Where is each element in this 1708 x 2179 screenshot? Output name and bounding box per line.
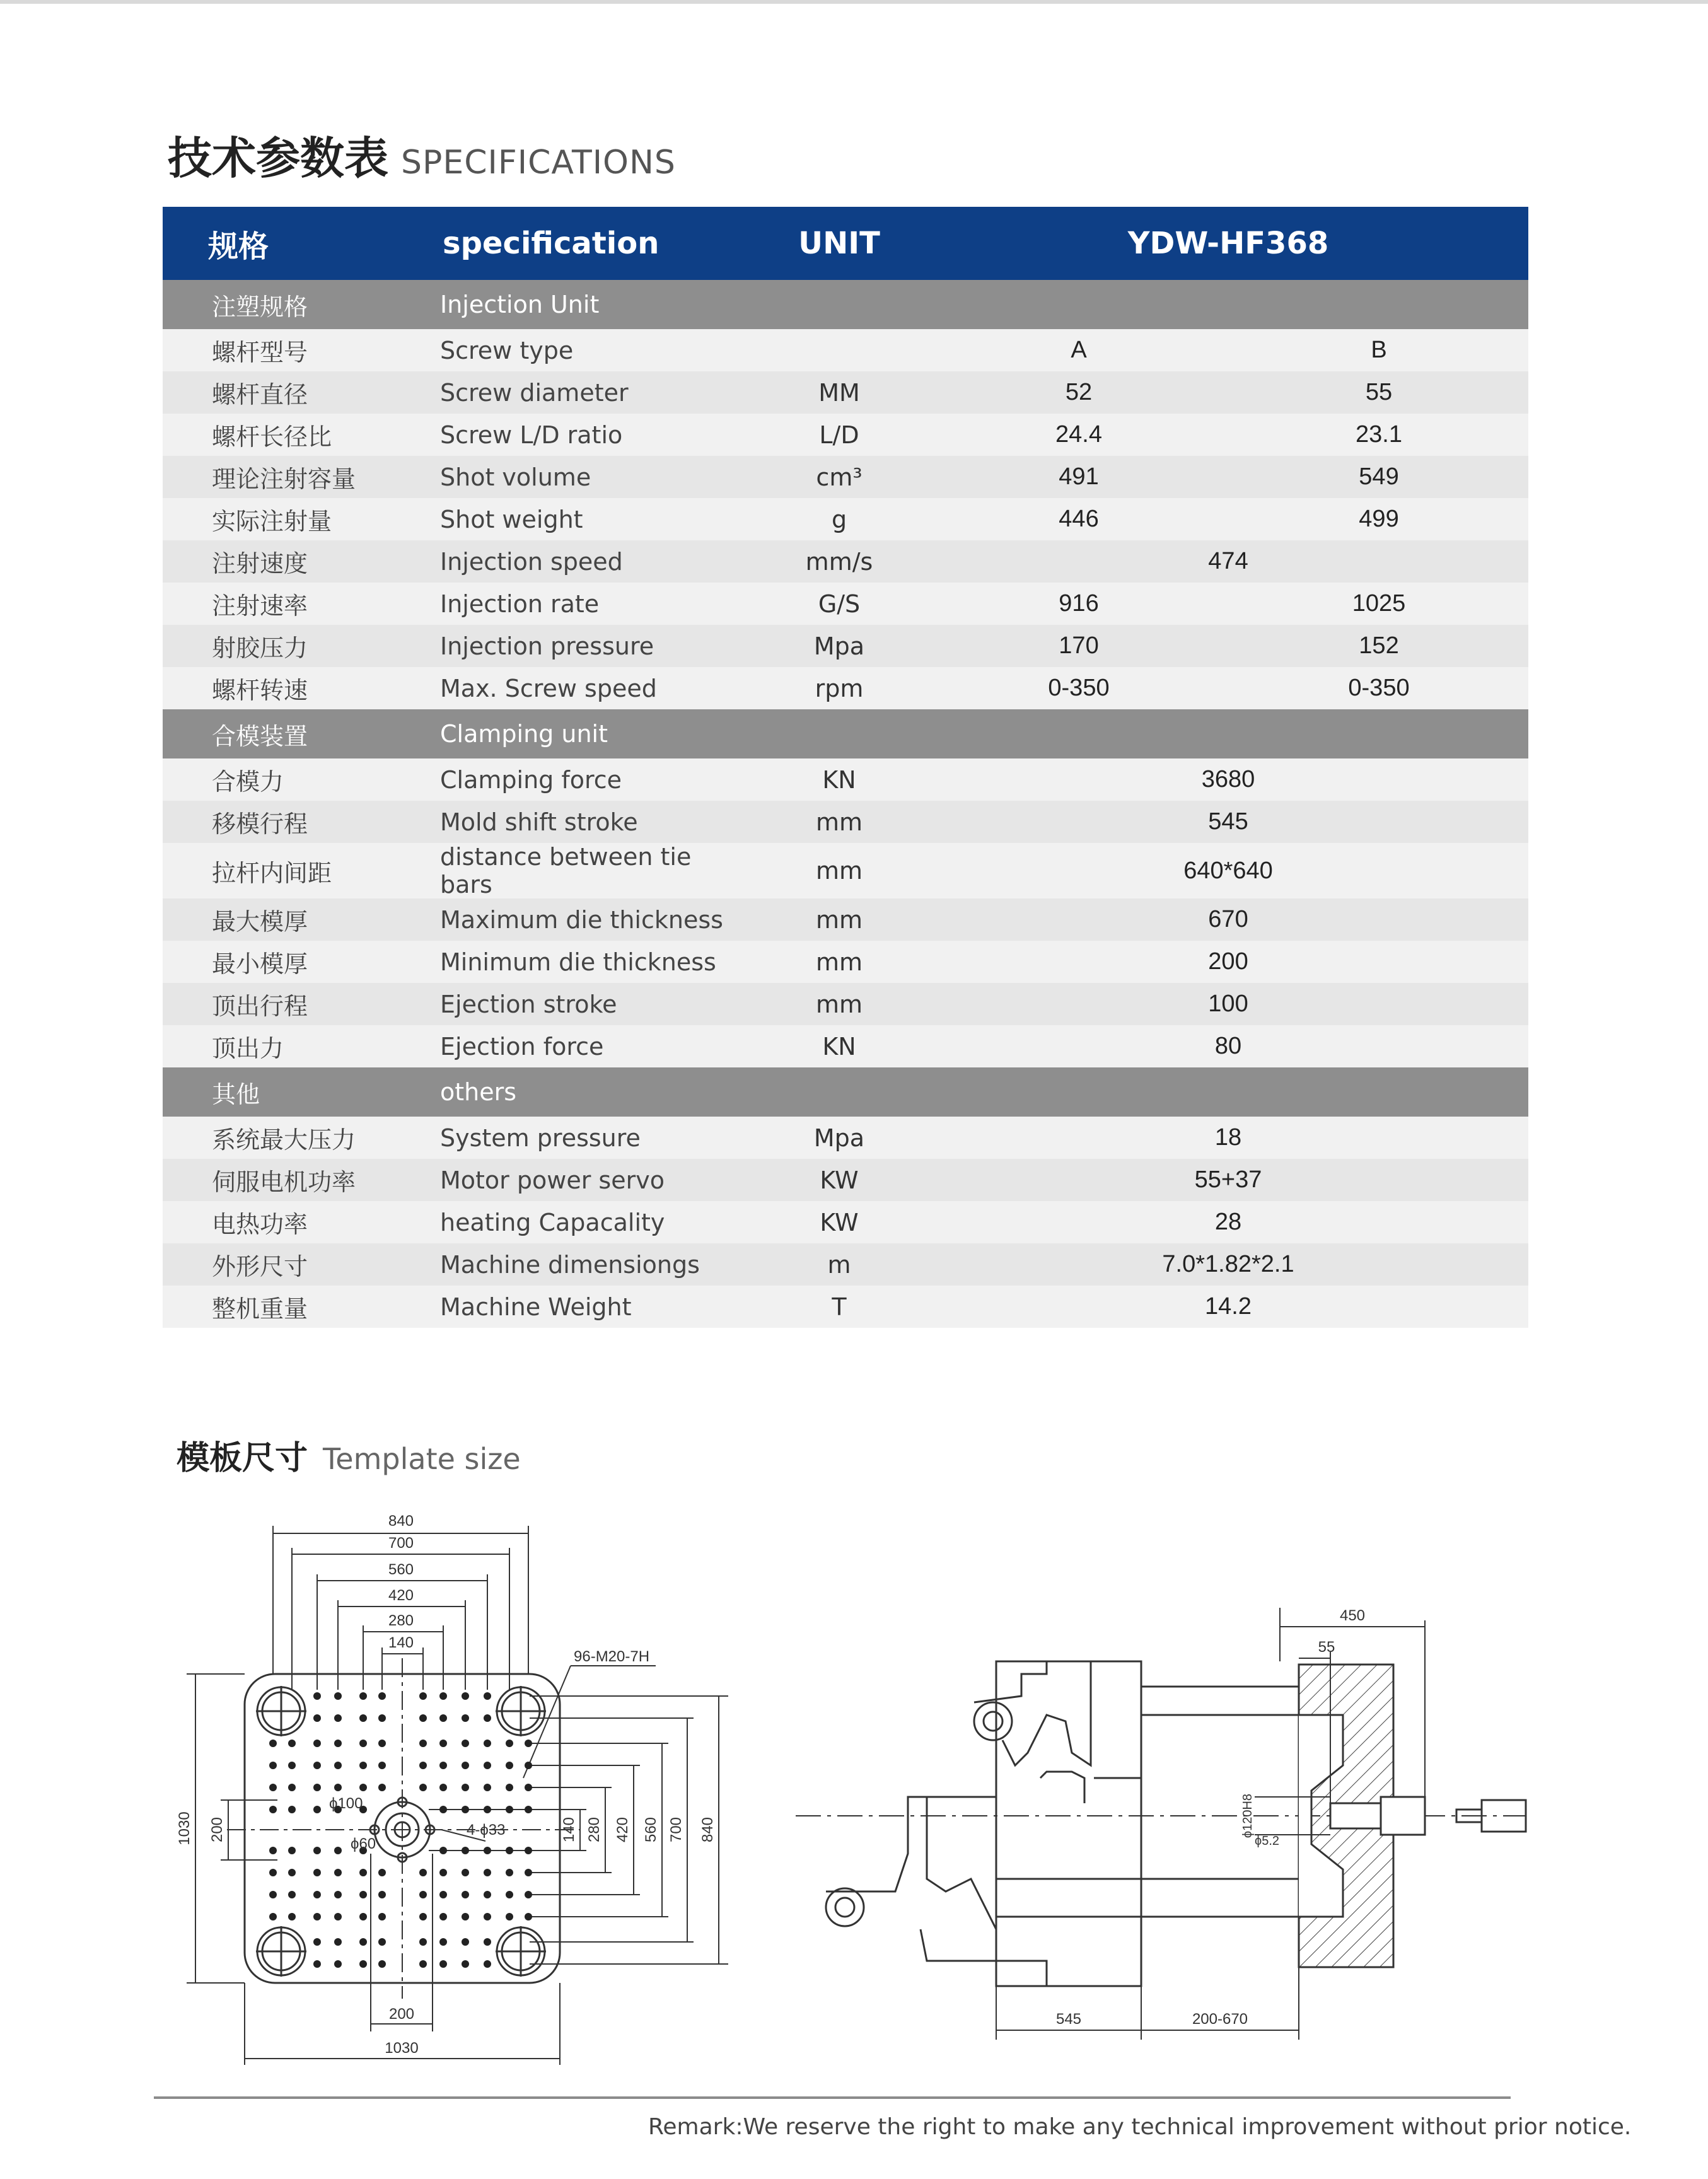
bolt-hole xyxy=(525,1913,532,1920)
holes-4-label: 4-ϕ33 xyxy=(467,1822,506,1839)
bolt-hole xyxy=(419,1740,427,1747)
spec-title xyxy=(168,123,676,187)
bolt-hole xyxy=(313,1891,321,1898)
param-name-zh: 螺杆长径比 xyxy=(163,414,397,456)
param-value-a: 491 xyxy=(928,456,1229,498)
param-unit: Mpa xyxy=(750,1117,928,1159)
table-row xyxy=(163,1243,1528,1286)
machine-side-view xyxy=(796,1608,1526,2040)
param-value-b: 1025 xyxy=(1229,583,1528,625)
param-name-zh: 射胶压力 xyxy=(163,625,397,667)
bolt-hole xyxy=(439,1938,447,1946)
param-value-b: 549 xyxy=(1229,456,1528,498)
header-unit: UNIT xyxy=(750,207,928,280)
bolt-hole xyxy=(269,1913,277,1920)
bolt-hole xyxy=(313,1714,321,1722)
header-en: specification xyxy=(397,207,750,280)
hole-d100-label: ϕ100 xyxy=(329,1795,363,1812)
bolt-hole xyxy=(439,1692,447,1700)
dim-200-bottom: 200 xyxy=(388,2006,415,2023)
param-name-en: Mold shift stroke xyxy=(397,801,750,843)
table-header-row xyxy=(163,207,1528,280)
bolt-hole xyxy=(359,1714,367,1722)
bolt-hole xyxy=(484,1692,491,1700)
bolt-hole xyxy=(334,1692,342,1700)
section-label-en: others xyxy=(397,1067,750,1117)
bolt-hole xyxy=(378,1869,386,1876)
dim-280-top: 280 xyxy=(388,1612,414,1629)
bolt-hole xyxy=(334,1847,342,1854)
bolt-hole xyxy=(484,1847,491,1854)
table-row xyxy=(163,1286,1528,1328)
param-value-a: 0-350 xyxy=(928,667,1229,709)
param-name-en: distance between tie bars xyxy=(397,843,750,898)
bolt-hole xyxy=(439,1806,447,1813)
section-row xyxy=(163,709,1528,758)
param-name-en: Injection pressure xyxy=(397,625,750,667)
table-row xyxy=(163,1117,1528,1159)
section-label-en: Clamping unit xyxy=(397,709,750,758)
table-row xyxy=(163,456,1528,498)
table-row xyxy=(163,625,1528,667)
bottom-rule xyxy=(154,2096,1511,2099)
bolt-hole xyxy=(378,1762,386,1769)
table-row xyxy=(163,843,1528,898)
table-row xyxy=(163,1025,1528,1067)
bolt-hole xyxy=(288,1869,296,1876)
bolt-hole xyxy=(378,1913,386,1920)
bolt-hole xyxy=(439,1891,447,1898)
bolt-hole xyxy=(462,1869,469,1876)
param-unit: mm xyxy=(750,843,928,898)
bolt-hole xyxy=(269,1869,277,1876)
bolt-hole xyxy=(313,1740,321,1747)
bolt-hole xyxy=(439,1847,447,1854)
table-row xyxy=(163,329,1528,371)
param-value: 100 xyxy=(928,983,1528,1025)
param-unit: T xyxy=(750,1286,928,1328)
table-row xyxy=(163,1159,1528,1201)
param-value-b: 55 xyxy=(1229,371,1528,414)
bolt-hole xyxy=(462,1784,469,1791)
remark-text: Remark:We reserve the right to make any technical improvement without prior notice. xyxy=(648,2114,1632,2140)
bolt-hole xyxy=(419,1692,427,1700)
param-name-zh: 最大模厚 xyxy=(163,898,397,941)
param-unit: KN xyxy=(750,758,928,801)
table-row xyxy=(163,498,1528,540)
bolt-hole xyxy=(484,1938,491,1946)
bolt-hole xyxy=(359,1869,367,1876)
dim-700-top: 700 xyxy=(388,1535,414,1552)
bolt-hole xyxy=(313,1806,321,1813)
dim-560-right: 560 xyxy=(642,1816,659,1843)
param-name-en: Shot weight xyxy=(397,498,750,540)
bolt-hole xyxy=(525,1784,532,1791)
bolt-hole xyxy=(462,1960,469,1968)
hole-d60-label: ϕ60 xyxy=(351,1835,376,1852)
bolt-hole xyxy=(313,1913,321,1920)
param-name-en: Screw L/D ratio xyxy=(397,414,750,456)
bolt-hole xyxy=(525,1847,532,1854)
param-name-en: Ejection force xyxy=(397,1025,750,1067)
param-name-zh: 理论注射容量 xyxy=(163,456,397,498)
dim-545: 545 xyxy=(1055,2011,1082,2028)
bolt-hole xyxy=(419,1714,427,1722)
param-name-zh: 拉杆内间距 xyxy=(163,843,397,898)
bolt-hole xyxy=(419,1784,427,1791)
param-unit: L/D xyxy=(750,414,928,456)
bolt-hole xyxy=(525,1762,532,1769)
bolt-hole xyxy=(439,1960,447,1968)
bolt-hole xyxy=(359,1938,367,1946)
bolt-hole xyxy=(334,1938,342,1946)
dim-420-top: 420 xyxy=(388,1587,414,1604)
param-name-en: Injection speed xyxy=(397,540,750,583)
spec-title-en: SPECIFICATIONS xyxy=(401,144,676,182)
dim-200-670: 200-670 xyxy=(1192,2011,1248,2028)
bolt-hole xyxy=(506,1806,513,1813)
bolt-hole xyxy=(484,1869,491,1876)
bolt-hole xyxy=(439,1869,447,1876)
bolt-hole xyxy=(378,1740,386,1747)
spec-table xyxy=(163,207,1528,1328)
section-fill xyxy=(750,709,1528,758)
param-name-zh: 整机重量 xyxy=(163,1286,397,1328)
thread-label: 96-M20-7H xyxy=(574,1648,650,1665)
param-value-a: 446 xyxy=(928,498,1229,540)
section-label-en: Injection Unit xyxy=(397,280,750,329)
bolt-hole xyxy=(484,1740,491,1747)
param-name-zh: 系统最大压力 xyxy=(163,1117,397,1159)
param-unit: mm xyxy=(750,983,928,1025)
bolt-hole xyxy=(462,1714,469,1722)
dim-55: 55 xyxy=(1318,1639,1335,1656)
param-value: 7.0*1.82*2.1 xyxy=(928,1243,1528,1286)
param-unit: KW xyxy=(750,1201,928,1243)
template-drawing xyxy=(0,1501,1708,2068)
bolt-hole xyxy=(269,1762,277,1769)
param-name-zh: 电热功率 xyxy=(163,1201,397,1243)
bolt-hole xyxy=(269,1784,277,1791)
param-unit: mm xyxy=(750,801,928,843)
bolt-hole xyxy=(359,1762,367,1769)
param-unit: cm³ xyxy=(750,456,928,498)
bolt-hole xyxy=(288,1847,296,1854)
bolt-hole xyxy=(462,1692,469,1700)
param-value: 670 xyxy=(928,898,1528,941)
param-name-en: Machine Weight xyxy=(397,1286,750,1328)
param-unit: rpm xyxy=(750,667,928,709)
bolt-hole xyxy=(313,1762,321,1769)
section-row xyxy=(163,280,1528,329)
template-title-zh: 模板尺寸 xyxy=(177,1439,308,1477)
bolt-hole xyxy=(419,1913,427,1920)
param-value-a: 24.4 xyxy=(928,414,1229,456)
param-value-b: B xyxy=(1229,329,1528,371)
param-name-zh: 螺杆型号 xyxy=(163,329,397,371)
param-value-b: 23.1 xyxy=(1229,414,1528,456)
header-zh: 规格 xyxy=(163,207,397,280)
bolt-hole xyxy=(419,1938,427,1946)
dim-280-right: 280 xyxy=(586,1816,603,1843)
param-unit: m xyxy=(750,1243,928,1286)
bolt-hole xyxy=(506,1847,513,1854)
param-name-zh: 移模行程 xyxy=(163,801,397,843)
bolt-hole xyxy=(462,1938,469,1946)
bolt-hole xyxy=(313,1960,321,1968)
bolt-hole xyxy=(506,1913,513,1920)
table-row xyxy=(163,801,1528,843)
bolt-hole xyxy=(313,1692,321,1700)
bolt-hole xyxy=(334,1891,342,1898)
bolt-hole xyxy=(334,1869,342,1876)
bolt-hole xyxy=(462,1740,469,1747)
bolt-hole xyxy=(359,1891,367,1898)
bolt-hole xyxy=(439,1740,447,1747)
thread-leader xyxy=(523,1666,571,1778)
bolt-hole xyxy=(484,1784,491,1791)
bolt-hole xyxy=(484,1960,491,1968)
bolt-hole xyxy=(506,1784,513,1791)
bolt-hole xyxy=(484,1806,491,1813)
bolt-hole xyxy=(439,1762,447,1769)
param-value-a: 916 xyxy=(928,583,1229,625)
header-model: YDW-HF368 xyxy=(928,207,1528,280)
param-value: 14.2 xyxy=(928,1286,1528,1328)
param-name-en: heating Capacality xyxy=(397,1201,750,1243)
bolt-hole xyxy=(334,1762,342,1769)
param-value: 28 xyxy=(928,1201,1528,1243)
param-value: 640*640 xyxy=(928,843,1528,898)
bolt-hole xyxy=(419,1891,427,1898)
bolt-hole xyxy=(334,1960,342,1968)
dim-140-top: 140 xyxy=(388,1634,414,1651)
param-unit: KW xyxy=(750,1159,928,1201)
param-name-zh: 顶出行程 xyxy=(163,983,397,1025)
table-row xyxy=(163,667,1528,709)
table-row xyxy=(163,414,1528,456)
dim-140-right: 140 xyxy=(561,1816,578,1843)
bolt-hole xyxy=(419,1869,427,1876)
param-unit xyxy=(750,329,928,371)
bolt-hole xyxy=(462,1913,469,1920)
template-title-en: Template size xyxy=(323,1442,521,1476)
param-unit: mm xyxy=(750,941,928,983)
dim-840-top: 840 xyxy=(388,1513,414,1530)
bolt-hole xyxy=(462,1891,469,1898)
param-name-zh: 合模力 xyxy=(163,758,397,801)
param-name-en: Clamping force xyxy=(397,758,750,801)
dim-nozzle-d: ϕ120H8 xyxy=(1241,1793,1255,1839)
bolt-hole xyxy=(378,1692,386,1700)
table-row xyxy=(163,898,1528,941)
bolt-hole xyxy=(484,1913,491,1920)
bolt-hole xyxy=(288,1891,296,1898)
top-rule xyxy=(0,0,1708,4)
bolt-hole xyxy=(288,1913,296,1920)
spec-table-body xyxy=(163,280,1528,1328)
param-value-b: 499 xyxy=(1229,498,1528,540)
dim-840-right: 840 xyxy=(699,1816,716,1843)
param-name-zh: 顶出力 xyxy=(163,1025,397,1067)
bolt-hole xyxy=(378,1784,386,1791)
bolt-hole xyxy=(269,1891,277,1898)
dim-200-left: 200 xyxy=(209,1816,226,1843)
bolt-hole xyxy=(439,1913,447,1920)
bolt-hole xyxy=(484,1891,491,1898)
dim-420-right: 420 xyxy=(614,1816,631,1843)
param-name-zh: 注射速率 xyxy=(163,583,397,625)
bolt-hole xyxy=(334,1714,342,1722)
param-name-zh: 外形尺寸 xyxy=(163,1243,397,1286)
section-label-zh: 其他 xyxy=(163,1067,397,1117)
bolt-hole xyxy=(359,1740,367,1747)
bolt-hole xyxy=(359,1692,367,1700)
param-value: 200 xyxy=(928,941,1528,983)
param-name-en: Shot volume xyxy=(397,456,750,498)
param-name-zh: 最小模厚 xyxy=(163,941,397,983)
bolt-hole xyxy=(378,1960,386,1968)
bolt-hole xyxy=(269,1740,277,1747)
param-unit: mm/s xyxy=(750,540,928,583)
dim-700-right: 700 xyxy=(668,1816,685,1843)
bolt-hole xyxy=(313,1869,321,1876)
bolt-hole xyxy=(462,1762,469,1769)
table-row xyxy=(163,1201,1528,1243)
param-name-en: Maximum die thickness xyxy=(397,898,750,941)
param-value: 474 xyxy=(928,540,1528,583)
param-value: 55+37 xyxy=(928,1159,1528,1201)
bolt-hole xyxy=(378,1938,386,1946)
bolt-hole xyxy=(334,1740,342,1747)
bolt-hole xyxy=(439,1784,447,1791)
bolt-hole xyxy=(525,1740,532,1747)
bolt-hole xyxy=(269,1847,277,1854)
dim-nozzle-small: ϕ5.2 xyxy=(1255,1834,1280,1848)
param-name-en: Ejection stroke xyxy=(397,983,750,1025)
bolt-hole xyxy=(269,1806,277,1813)
table-row xyxy=(163,540,1528,583)
param-value-a: A xyxy=(928,329,1229,371)
spec-title-zh: 技术参数表 xyxy=(168,132,388,184)
param-unit: g xyxy=(750,498,928,540)
section-label-zh: 注塑规格 xyxy=(163,280,397,329)
bolt-hole xyxy=(525,1869,532,1876)
param-value: 3680 xyxy=(928,758,1528,801)
table-row xyxy=(163,983,1528,1025)
param-value-b: 0-350 xyxy=(1229,667,1528,709)
bolt-hole xyxy=(288,1806,296,1813)
section-fill xyxy=(750,1067,1528,1117)
bolt-hole xyxy=(506,1740,513,1747)
bolt-hole xyxy=(288,1784,296,1791)
param-value-b: 152 xyxy=(1229,625,1528,667)
param-value-a: 52 xyxy=(928,371,1229,414)
table-row xyxy=(163,941,1528,983)
param-name-en: Motor power servo xyxy=(397,1159,750,1201)
bolt-hole xyxy=(484,1714,491,1722)
param-value-a: 170 xyxy=(928,625,1229,667)
param-unit: Mpa xyxy=(750,625,928,667)
param-unit: G/S xyxy=(750,583,928,625)
param-name-en: Max. Screw speed xyxy=(397,667,750,709)
bolt-hole xyxy=(359,1913,367,1920)
param-name-zh: 螺杆转速 xyxy=(163,667,397,709)
bolt-hole xyxy=(334,1913,342,1920)
bolt-hole xyxy=(462,1806,469,1813)
bolt-hole xyxy=(506,1891,513,1898)
bolt-hole xyxy=(359,1784,367,1791)
param-name-en: Machine dimensiongs xyxy=(397,1243,750,1286)
table-row xyxy=(163,758,1528,801)
bolt-hole xyxy=(359,1960,367,1968)
bolt-hole xyxy=(288,1762,296,1769)
table-row xyxy=(163,583,1528,625)
param-name-en: System pressure xyxy=(397,1117,750,1159)
section-row xyxy=(163,1067,1528,1117)
param-name-en: Screw diameter xyxy=(397,371,750,414)
bolt-hole xyxy=(439,1714,447,1722)
bolt-hole xyxy=(334,1784,342,1791)
bolt-hole xyxy=(313,1847,321,1854)
bolt-hole xyxy=(378,1714,386,1722)
param-name-zh: 伺服电机功率 xyxy=(163,1159,397,1201)
bolt-hole xyxy=(525,1806,532,1813)
param-name-zh: 实际注射量 xyxy=(163,498,397,540)
bolt-hole xyxy=(313,1784,321,1791)
bolt-hole xyxy=(462,1847,469,1854)
bolt-hole xyxy=(484,1762,491,1769)
param-name-zh: 螺杆直径 xyxy=(163,371,397,414)
section-fill xyxy=(750,280,1528,329)
bolt-hole xyxy=(419,1762,427,1769)
dim-1030-bottom: 1030 xyxy=(385,2040,419,2057)
section-label-zh: 合模装置 xyxy=(163,709,397,758)
bolt-hole xyxy=(288,1740,296,1747)
bolt-hole xyxy=(525,1891,532,1898)
param-unit: mm xyxy=(750,898,928,941)
param-name-en: Minimum die thickness xyxy=(397,941,750,983)
table-row xyxy=(163,371,1528,414)
param-value: 545 xyxy=(928,801,1528,843)
param-name-en: Screw type xyxy=(397,329,750,371)
param-unit: MM xyxy=(750,371,928,414)
dim-1030-left: 1030 xyxy=(176,1811,193,1845)
template-title xyxy=(177,1431,521,1479)
bolt-hole xyxy=(419,1960,427,1968)
dim-560-top: 560 xyxy=(388,1561,414,1578)
param-name-zh: 注射速度 xyxy=(163,540,397,583)
dim-450: 450 xyxy=(1339,1607,1366,1624)
param-value: 80 xyxy=(928,1025,1528,1067)
param-name-en: Injection rate xyxy=(397,583,750,625)
bolt-hole xyxy=(506,1869,513,1876)
bolt-hole xyxy=(313,1938,321,1946)
bolt-hole xyxy=(506,1762,513,1769)
param-value: 18 xyxy=(928,1117,1528,1159)
bolt-hole xyxy=(378,1891,386,1898)
param-unit: KN xyxy=(750,1025,928,1067)
